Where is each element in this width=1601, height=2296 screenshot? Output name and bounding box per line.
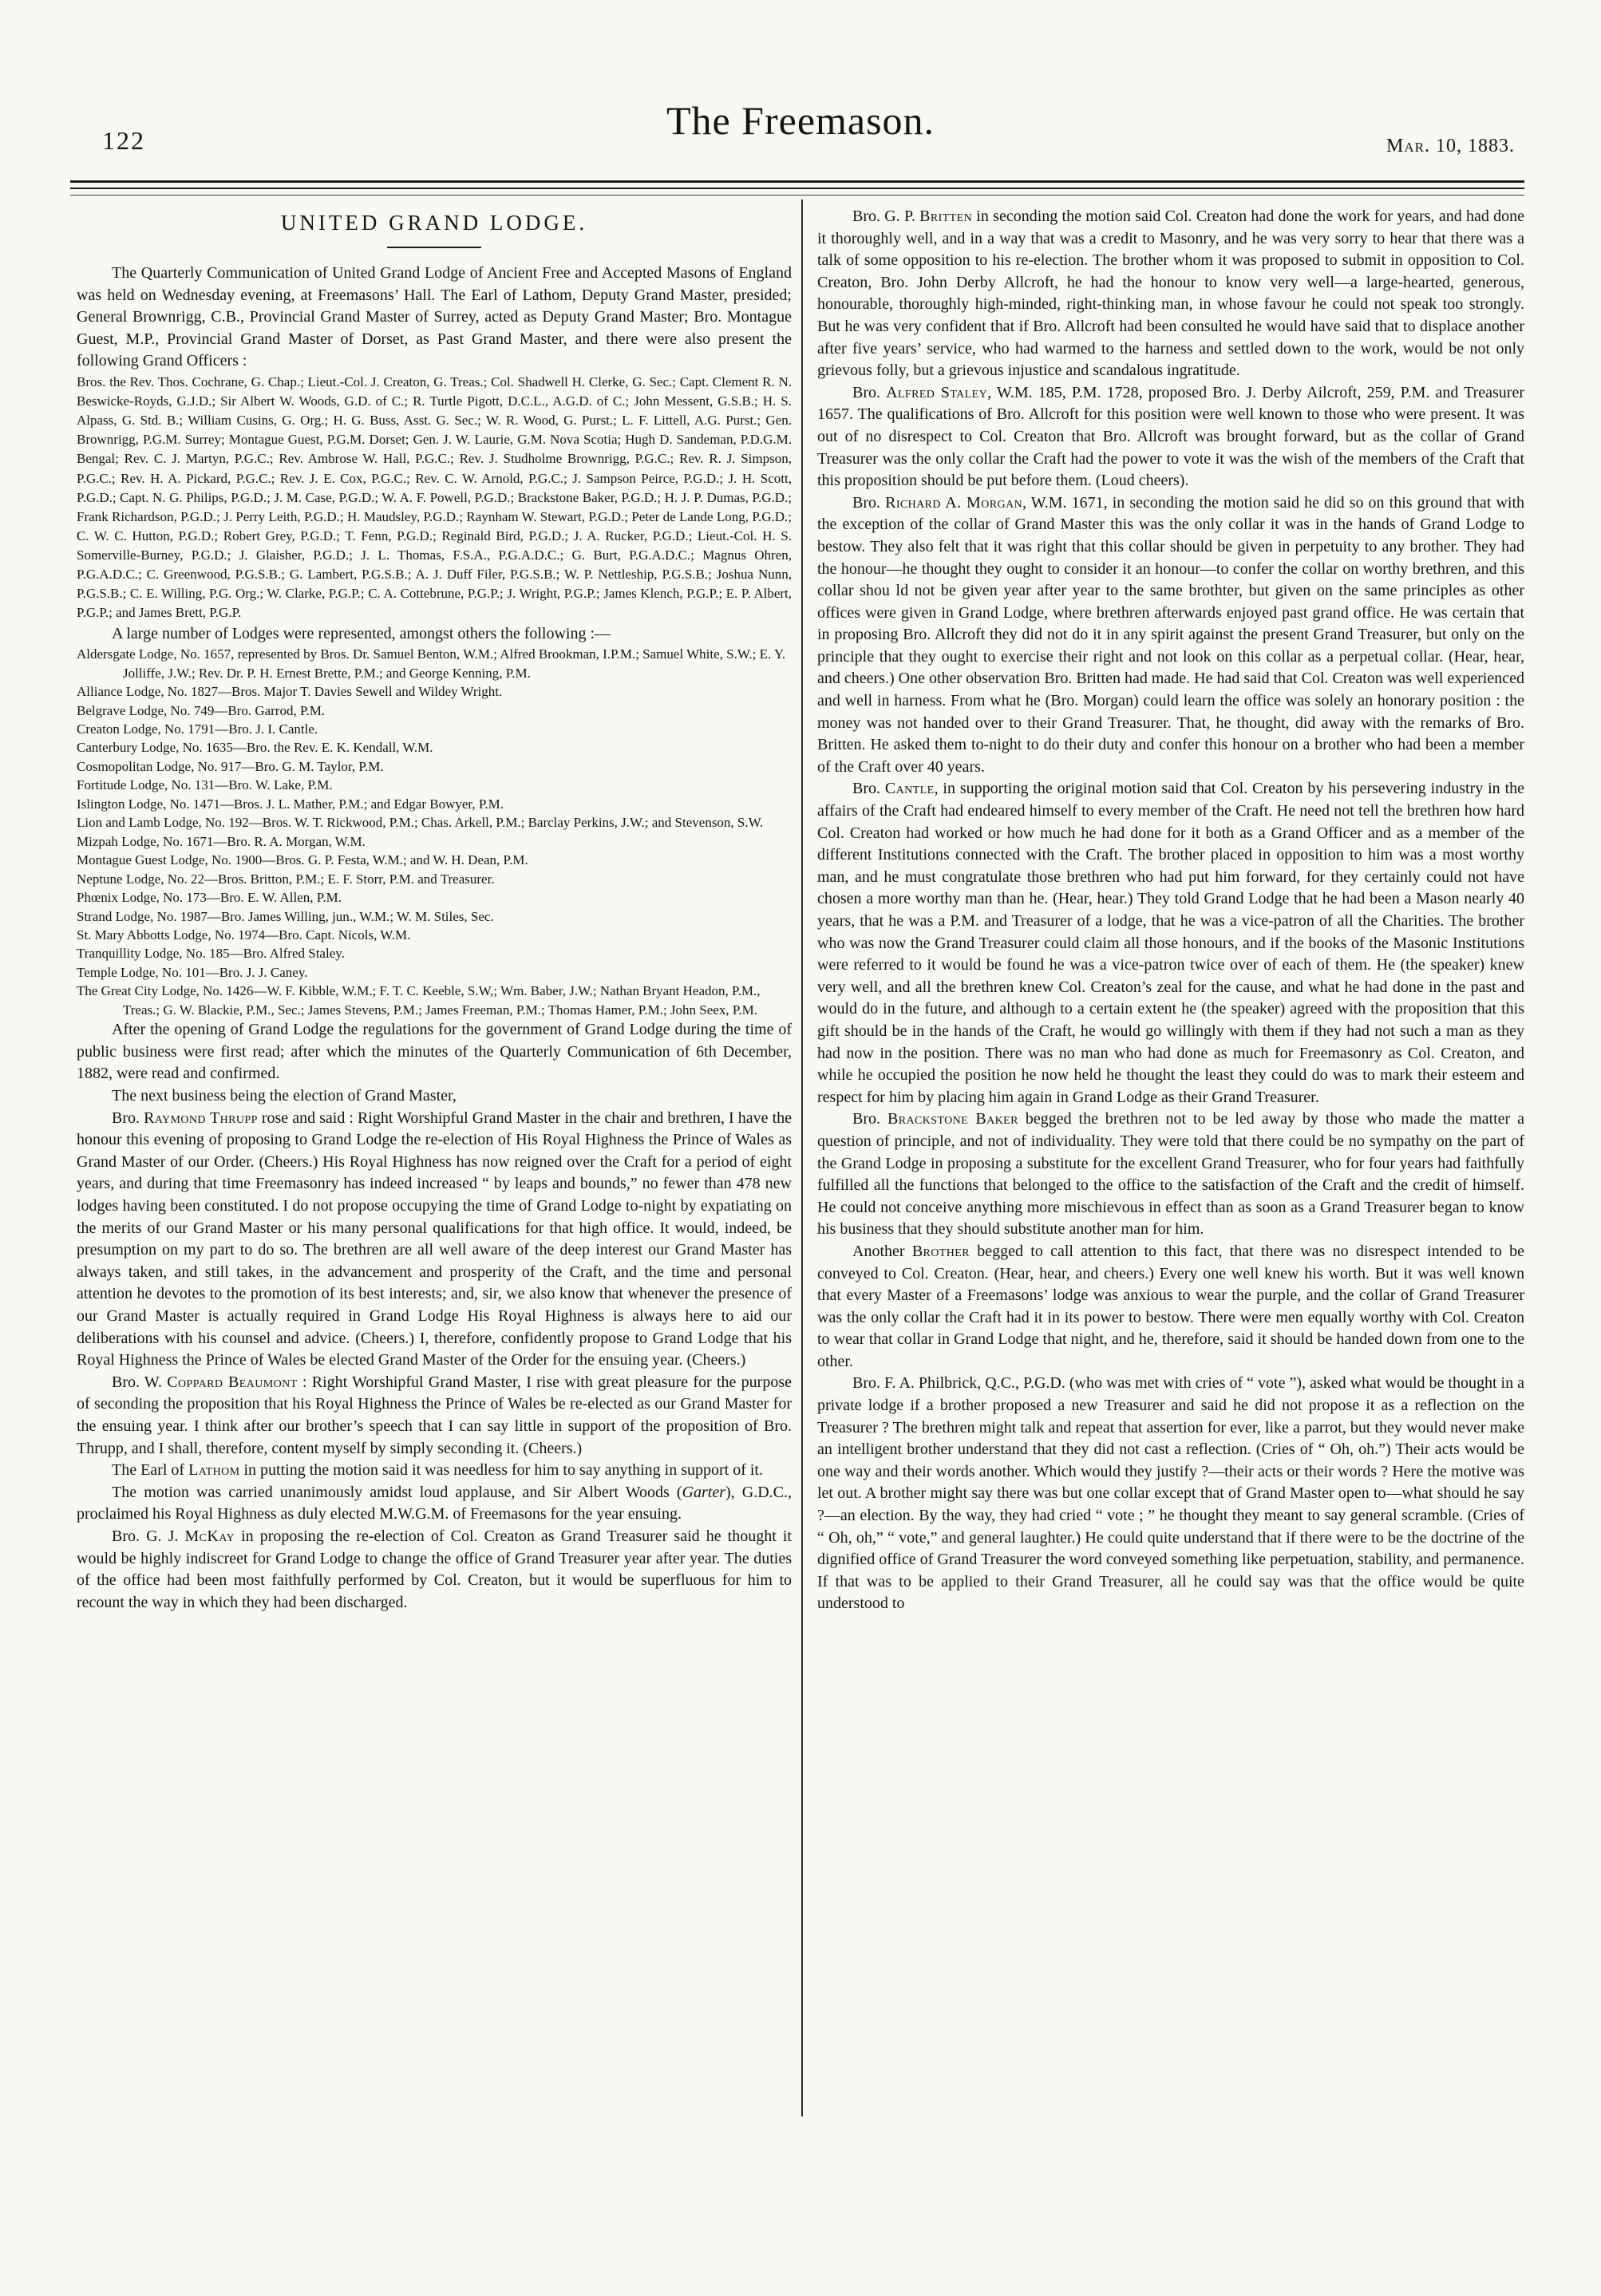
paragraph: Phœnix Lodge, No. 173—Bro. E. W. Allen, P.M. (77, 890, 342, 906)
paragraph: Strand Lodge, No. 1987—Bro. James Willing, jun., W.M.; W. M. Stiles, Sec. (77, 908, 494, 924)
paragraph: Bros. the Rev. Thos. Cochrane, G. Chap.; Lieut.-Col. J. Creaton, G. Treas.; Col. Shadwell H. Clerke, G. Sec.; Capt. Clement R. N. Beswicke-Royds, G.J.D.; Sir Albert W. Woods, G.D. of C.; R. Turtle Pigott, D.C.L., A.G.D. of C.; John Messent, G.S.B.; H. S. Alpass, G. Std. B.; William Cusins, G. Org.; H. G. Buss, Asst. G. Sec.; W. R. Wood, G. Purst.; L. F. Littell, A.G. Purst.; Gen. Brownrigg, P.G.M. Surrey; Montague Guest, P.G.M. Dorset; Gen. J. W. Laurie, G.M. Nova Scotia; Hugh D. Sandeman, P.D.G.M. Bengal; Rev. C. J. Martyn, P.G.C.; Rev. Ambrose W. Hall, P.G.C.; Rev. J. Studholme Brownrigg, P.G.C.; Rev. R. J. Simpson, P.G.C.; Rev. H. A. Pickard, P.G.C.; Rev. J. E. Cox, P.G.C.; Rev. C. W. Arnold, P.G.C.; J. Sampson Peirce, P.G.D.; J. H. Scott, P.G.D.; Capt. N. G. Philips, P.G.D.; J. M. Case, P.G.D.; W. A. F. Powell, P.G.D.; Brackstone Baker, P.G.D.; H. J. P. Dumas, P.G.D.; Frank Richardson, P.G.D.; J. Perry Leith, P.G.D.; H. Maudsley, P.G.D.; Raynham W. Stewart, P.G.D.; Peter de Lande Long, P.G.D.; C. W. C. Hutton, P.G.D.; Robert Grey, P.G.D.; T. Fenn, P.G.D.; Reginald Bird, P.G.D.; J. A. Rucker, P.G.D.; Lieut.-Col. H. S. Somerville-Burney, P.G.D.; J. Glaisher, P.G.D.; J. L. Thomas, F.S.A., P.G.A.D.C.; G. Burt, P.G.A.D.C.; Magnus Ohren, P.G.A.D.C.; C. Greenwood, P.G.S.B.; G. Lambert, P.G.S.B.; A. J. Duff Filer, P.G.S.B.; W. P. Nettleship, P.G.S.B.; Joshua Nunn, P.G.S.B.; C. E. Willing, P.G. Org.; W. Clarke, P.G.P.; C. A. Cottebrune, P.G.P.; J. Wright, P.G.P.; James Klench, P.G.P.; E. P. Albert, P.G.P.; and James Brett, P.G.P. (77, 373, 792, 621)
paragraph: Another Brother begged to call attention to this fact, that there was no disrespect intended to be conveyed to Col. Creaton. (Hear, hear, and cheers.) Every one well knew his worth. But it was well known that every Master of a Freemasons’ lodge was anxious to wear the purple, and the collar of Grand Treasurer was the only collar the Craft had it in its power to bestow. There were men equally worthy with Col. Creaton to wear that collar in Grand Lodge that night, and he, therefore, said it should be handed down from one to the other. (817, 1242, 1524, 1370)
header-thin-rule (70, 195, 1524, 196)
right-column-text (817, 206, 1524, 1615)
page-number: 122 (102, 126, 145, 155)
paragraph: Bro. W. Coppard Beaumont : Right Worshipful Grand Master, I rise with great pleasure for the purpose of seconding the proposition that his Royal Highness the Prince of Wales be re-elected as our Grand Master for the ensuing year. I think after our brother’s speech that I can say little in support of the proposition of Bro. Thrupp, and I shall, therefore, content myself by simply seconding it. (Cheers.) (77, 1373, 792, 1457)
paragraph: Cosmopolitan Lodge, No. 917—Bro. G. M. Taylor, P.M. (77, 758, 384, 774)
paragraph: Bro. Raymond Thrupp rose and said : Right Worshipful Grand Master in the chair and brethren, I have the honour this evening of proposing to Grand Lodge the re-election of His Royal Highness the Prince of Wales as Grand Master of our Order. (Cheers.) His Royal Highness has now reigned over the Craft for a period of eight years, and during that time Freemasonry has indeed increased “ by leaps and bounds,” no fewer than 478 new lodges having been constituted. I do not propose occupying the time of Grand Lodge to-night by expatiating on the merits of our Grand Master or his many personal qualifications for that high office. It would, indeed, be presumption on my part to do so. The brethren are all well aware of the deep interest our Grand Master has always taken, and still takes, in the advancement and prosperity of the Craft, and the time and personal attention he devotes to the promotion of its best interests; and, sir, we also know that whenever the presence of our Grand Master is actually required in Grand Lodge His Royal Highness is always here to aid our deliberations with his counsel and advice. (Cheers.) I, therefore, confidently propose to Grand Lodge that his Royal Highness the Prince of Wales be elected Grand Master of the Order for the ensuing year. (Cheers.) (77, 1108, 793, 1369)
paragraph: Bro. Alfred Staley, W.M. 185, P.M. 1728, proposed Bro. J. Derby Ailcroft, 259, P.M. and Treasurer 1657. The qualifications of Bro. Allcroft for this position were well known to those who were present. It was out of no disrespect to Col. Creaton that Bro. Allcroft was brought forward, but as the collar of Grand Treasurer was the only collar the Craft had the power to vote it was the wish of the members of the Craft that this proposition should be put before them. (Loud cheers). (817, 383, 1525, 490)
paragraph: Belgrave Lodge, No. 749—Bro. Garrod, P.M. (77, 702, 326, 718)
masthead-title: The Freemason. (666, 98, 935, 143)
header-double-rule (70, 180, 1524, 189)
paragraph: Alliance Lodge, No. 1827—Bros. Major T. Davies Sewell and Wildey Wright. (77, 684, 503, 700)
paragraph: Fortitude Lodge, No. 131—Bro. W. Lake, P.M. (77, 777, 333, 793)
paragraph: Bro. G. P. Britten in seconding the motion said Col. Creaton had done the work for years, and had done it thoroughly well, and in a way that was a credit to Masonry, and he was very sorry to hear that there was a talk of some opposition to his re-election. The brother whom it was proposed to submit in opposition to Col. Creaton, Bro. John Derby Allcroft, he had the honour to know very well—a large-hearted, generous, honourable, thoroughly high-minded, right-thinking man, in whose favour he could not speak too strongly. But he was very confident that if Bro. Allcroft had been consulted he would have said that to displace another after five years’ service, who had warmed to the harness and settled down to the work, would be not only grievous folly, but a grievous injustice and scandalous ingratitude. (817, 207, 1524, 380)
paragraph: The motion was carried unanimously amidst loud applause, and Sir Albert Woods (Garter), G.D.C., proclaimed his Royal Highness as duly elected M.W.G.M. of Freemasons for the year ensuing. (77, 1483, 792, 1523)
paragraph: Islington Lodge, No. 1471—Bros. J. L. Mather, P.M.; and Edgar Bowyer, P.M. (77, 796, 504, 812)
paragraph: Neptune Lodge, No. 22—Bros. Britton, P.M.; E. F. Storr, P.M. and Treasurer. (77, 871, 495, 887)
paragraph: Creaton Lodge, No. 1791—Bro. J. I. Cantle. (77, 721, 318, 737)
paragraph: Tranquillity Lodge, No. 185—Bro. Alfred Staley. (77, 946, 345, 962)
paragraph: After the opening of Grand Lodge the regulations for the government of Grand Lodge during the time of public business were first read; after which the minutes of the Quarterly Communication of 6th December, 1882, were read and confirmed. (77, 1021, 792, 1083)
left-column-text (77, 263, 792, 1614)
paragraph: The Quarterly Communication of United Grand Lodge of Ancient Free and Accepted Masons of England was held on Wednesday evening, at Freemasons’ Hall. The Earl of Lathom, Deputy Grand Master, presided; General Brownrigg, C.B., Provincial Grand Master of Surrey, acted as Deputy Grand Master; Bro. Montague Guest, M.P., Provincial Grand Master of Dorset, as Past Grand Master, and there were also present the following Grand Officers : (77, 264, 792, 370)
paragraph: The Earl of Lathom in putting the motion said it was needless for him to say anything in support of it. (112, 1461, 763, 1480)
paragraph: Bro. Cantle, in supporting the original motion said that Col. Creaton by his persevering industry in the affairs of the Craft had endeared himself to every member of the Craft. He need not tell the brethren how hard Col. Creaton had worked or how much he had done for it both as a Grand Officer and as a member of the different Institutions connected with the Craft. The brother placed in opposition to him was a most worthy man, and he must congratulate those brethren who had put him forward, for they certainly could not have chosen a more worthy man than he. (Hear, hear.) They told Grand Lodge that he had been a Mason nearly 40 years, that he was a P.M. and Treasurer of a lodge, that he was a vice-patron of all the Charities. The brother who was now the Grand Treasurer could claim all those honours, and if the books of the Masonic Institutions were referred to it would be found he was a vice-patron twice over of each of them. He (the speaker) knew very well, and all the brethren knew Col. Creaton’s zeal for the cause, and what he had done in the past and would do in the future, and although to a certain extent he (the speaker) agreed with the proposition that this gift should be in the hands of the Craft, he would go willingly with them if they had not such a man as they had now in the position. There was no man who had done as much for Freemasonry as Col. Creaton, and while he occupied the position he now held he thought the least they could do was to mark their esteem and respect for him by placing him again in Grand Lodge as their Grand Treasurer. (817, 780, 1525, 1106)
column-divider-rule (801, 200, 803, 2116)
issue-date: Mar. 10, 1883. (1386, 136, 1515, 156)
paragraph: Aldersgate Lodge, No. 1657, represented by Bros. Dr. Samuel Benton, W.M.; Alfred Brookman, I.P.M.; Samuel White, S.W.; E. Y. Jolliffe, J.W.; Rev. Dr. P. H. Ernest Brette, P.M.; and George Kenning, P.M. (77, 646, 786, 681)
paragraph: The next business being the election of Grand Master, (112, 1087, 457, 1105)
paragraph: St. Mary Abbotts Lodge, No. 1974—Bro. Capt. Nicols, W.M. (77, 927, 411, 943)
paragraph: Canterbury Lodge, No. 1635—Bro. the Rev. E. K. Kendall, W.M. (77, 740, 433, 756)
paragraph: Lion and Lamb Lodge, No. 192—Bros. W. T. Rickwood, P.M.; Chas. Arkell, P.M.; Barclay Perkins, J.W.; and Stevenson, S.W. (77, 815, 764, 831)
article-heading: UNITED GRAND LODGE. (280, 211, 588, 235)
paragraph: Temple Lodge, No. 101—Bro. J. J. Caney. (77, 964, 308, 980)
paragraph: Bro. F. A. Philbrick, Q.C., P.G.D. (who was met with cries of “ vote ”), asked what would be thought in a private lodge if a brother proposed a new Treasurer and said he did not propose it as a reflection on the Treasurer ? The brethren might talk and repeat that assertion for ever, like a parrot, but they would never make an intelligent brother understand that they did not cast a reflection. (Cries of “ Oh, oh.”) Their acts would be one way and their words another. Which would they justify ?—their acts or their words ? Here the motive was let out. A brother might say there was but one collar except that of Grand Master open to—what should he say ?—an election. By the way, they had cried “ vote ; ” he thought they meant to say general scramble. (Cries of “ Oh, oh,” “ vote,” and general laughter.) He could quite understand that if there were to be the doctrine of the dignified office of Grand Treasurer the word conveyed something like perpetuation, stability, and permanence. If that was to be applied to their Grand Treasurer, all he could say was that the office would be quite understood to (817, 1374, 1524, 1613)
paragraph: Bro. Richard A. Morgan, W.M. 1671, in seconding the motion said he did so on this ground that with the exception of the collar of Grand Master this was the only collar it was in the hands of Grand Lodge to bestow. They also felt that it was right that this collar should be given in perpetuity to any brother. They had the honour—he thought they ought to consider it an honour—to confer the collar on worthy brethren, and this collar shou ld not be given year after year to the same brothter, but given on the same principles as other offices were given in Grand Lodge, where brethren afterwards enjoyed past grand office. He was certain that in proposing Bro. Allcroft they did not do it in any spirit against the present Grand Treasurer, but only on the principle that they ought to exercise their right and not look on this collar as a perpetual collar. (Hear, hear, and cheers.) One other observation Bro. Britten had made. He had said that Col. Creaton was well experienced and well in harness. From what he (Bro. Morgan) could learn the office was solely an honorary position : the money was not handed over to their Grand Treasurer. That, he thought, did away with the remarks of Bro. Britten. He asked them to-night to do their duty and confer this honour on a brother who had been a member of the Craft over 40 years. (817, 493, 1525, 776)
paragraph: Bro. Brackstone Baker begged the brethren not to be led away by those who made the matter a question of principle, and not of individuality. They were told that there could be no sympathy on the part of the Grand Lodge in proposing a substitute for the excellent Grand Treasurer, who for four years had faithfully fulfilled all the functions that belonged to the office to the satisfaction of the Craft and the credit of himself. He could not conceive anything more mischievous in effect than as soon as a Grand Treasurer began to know his business that they should substitute another man for him. (817, 1110, 1525, 1239)
left-column (77, 206, 792, 1614)
right-column (817, 206, 1524, 1615)
paragraph: Montague Guest Lodge, No. 1900—Bros. G. P. Festa, W.M.; and W. H. Dean, P.M. (77, 852, 528, 868)
paragraph: A large number of Lodges were represented, amongst others the following :— (112, 624, 611, 642)
paragraph: Bro. G. J. McKay in proposing the re-election of Col. Creaton as Grand Treasurer said he thought it would be highly indiscreet for Grand Lodge to change the office of Grand Treasurer year after year. The duties of the office had been most faithfully performed by Col. Creaton, but it would be superfluous for him to recount the way in which they had been discharged. (77, 1527, 792, 1611)
paragraph: Mizpah Lodge, No. 1671—Bro. R. A. Morgan, W.M. (77, 833, 366, 849)
heading-rule (387, 247, 481, 248)
paragraph: The Great City Lodge, No. 1426—W. F. Kibble, W.M.; F. T. C. Keeble, S.W,; Wm. Baber, J.W.; Nathan Bryant Headon, P.M., Treas.; G. W. Blackie, P.M., Sec.; James Stevens, P.M.; James Freeman, P.M.; Thomas Hamer, P.M.; John Seex, P.M. (77, 983, 761, 1018)
